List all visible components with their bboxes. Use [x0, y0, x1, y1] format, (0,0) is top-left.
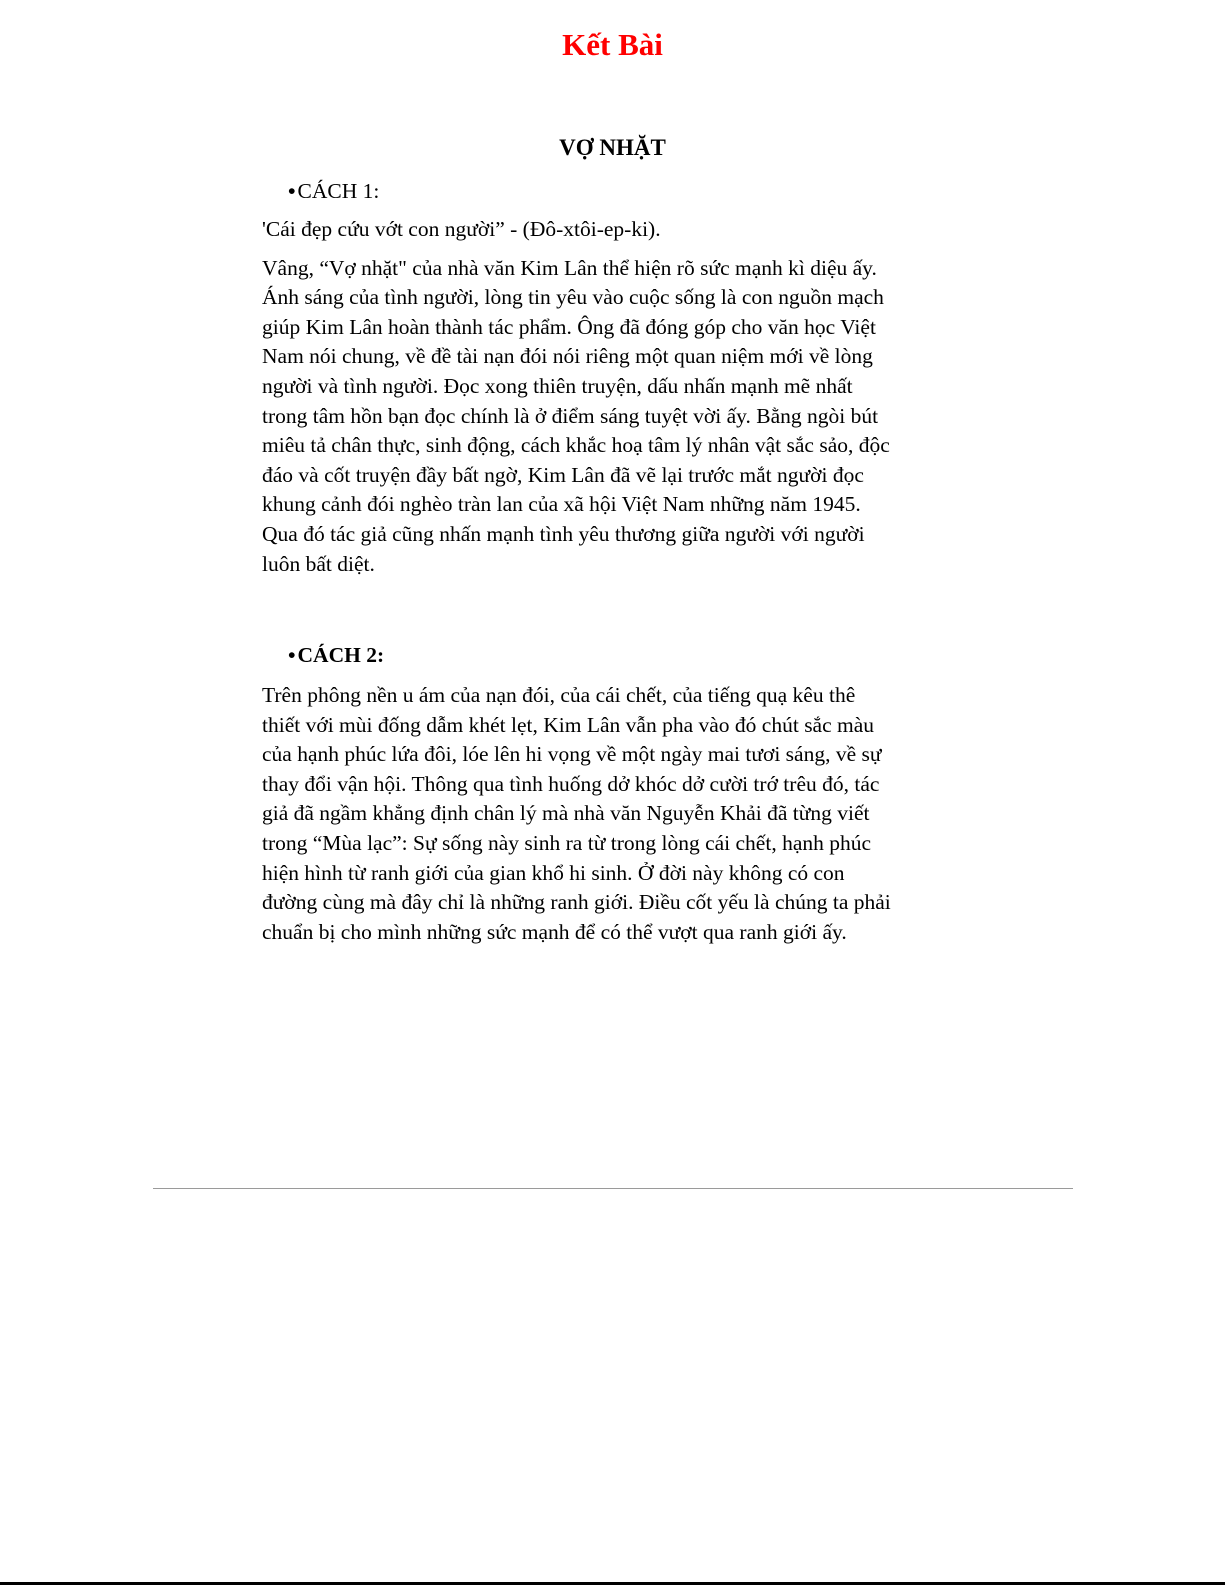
paragraph-line: của hạnh phúc lứa đôi, lóe lên hi vọng về một ngày mai tươi sáng, về sự	[262, 742, 882, 767]
paragraph-line: chuẩn bị cho mình những sức mạnh để có thể vượt qua ranh giới ấy.	[262, 919, 847, 944]
paragraph-line: đáo và cốt truyện đầy bất ngờ, Kim Lân đã vẽ lại trước mắt người đọc	[262, 462, 864, 487]
paragraph-line: Qua đó tác giả cũng nhấn mạnh tình yêu thương giữa người với người	[262, 521, 865, 546]
bullet-icon: •	[288, 643, 296, 667]
page-divider	[153, 1188, 1073, 1189]
cach-1-quote: 'Cái đẹp cứu vớt con người” - (Đô-xtôi-ep-ki).	[262, 217, 661, 241]
paragraph-line: hiện hình từ ranh giới của gian khổ hi sinh. Ở đời này không có con	[262, 860, 845, 885]
cach-2-paragraph	[262, 681, 972, 947]
bullet-icon: •	[288, 179, 296, 203]
paragraph-line: thay đổi vận hội. Thông qua tình huống dở khóc dở cười trớ trêu đó, tác	[262, 771, 880, 796]
cach-1-heading-text: CÁCH 1:	[297, 179, 380, 203]
paragraph-line: trong “Mùa lạc”: Sự sống này sinh ra từ trong lòng cái chết, hạnh phúc	[262, 830, 872, 855]
cach-1-heading	[262, 176, 972, 206]
paragraph-line: thiết với mùi đống dẫm khét lẹt, Kim Lân vẫn pha vào đó chút sắc màu	[262, 712, 875, 737]
paragraph-line: Vâng, “Vợ nhặt" của nhà văn Kim Lân thể hiện rõ sức mạnh kì diệu ấy.	[262, 255, 877, 280]
paragraph-line: khung cảnh đói nghèo tràn lan của xã hội Việt Nam những năm 1945.	[262, 492, 861, 517]
paragraph-line: miêu tả chân thực, sinh động, cách khắc hoạ tâm lý nhân vật sắc sảo, độc	[262, 433, 890, 458]
paragraph-line: đường cùng mà đây chỉ là những ranh giới. Điều cốt yếu là chúng ta phải	[262, 890, 891, 915]
page-title: Kết Bài	[562, 27, 663, 62]
paragraph-line: trong tâm hồn bạn đọc chính là ở điểm sáng tuyệt vời ấy. Bằng ngòi bút	[262, 403, 879, 428]
cach-2-heading-text: CÁCH 2:	[297, 643, 385, 667]
paragraph-line: Nam nói chung, về đề tài nạn đói nói riêng một quan niệm mới về lòng	[262, 344, 873, 369]
paragraph-line: Ánh sáng của tình người, lòng tin yêu vào cuộc sống là con nguồn mạch	[262, 285, 884, 310]
cach-1-paragraph	[262, 254, 972, 580]
paragraph-line: người và tình người. Đọc xong thiên truyện, dấu nhấn mạnh mẽ nhất	[262, 373, 853, 398]
paragraph-line: luôn bất diệt.	[262, 551, 375, 576]
paragraph-line: giả đã ngầm khẳng định chân lý mà nhà văn Nguyễn Khải đã từng viết	[262, 801, 870, 826]
cach-2-heading	[262, 640, 972, 670]
paragraph-line: Trên phông nền u ám của nạn đói, của cái chết, của tiếng quạ kêu thê	[262, 683, 856, 707]
paragraph-line: giúp Kim Lân hoàn thành tác phẩm. Ông đã đóng góp cho văn học Việt	[262, 314, 876, 339]
section-title: VỢ NHẶT	[559, 135, 666, 160]
cach-2-section	[262, 640, 972, 947]
cach-1-section	[262, 176, 972, 579]
